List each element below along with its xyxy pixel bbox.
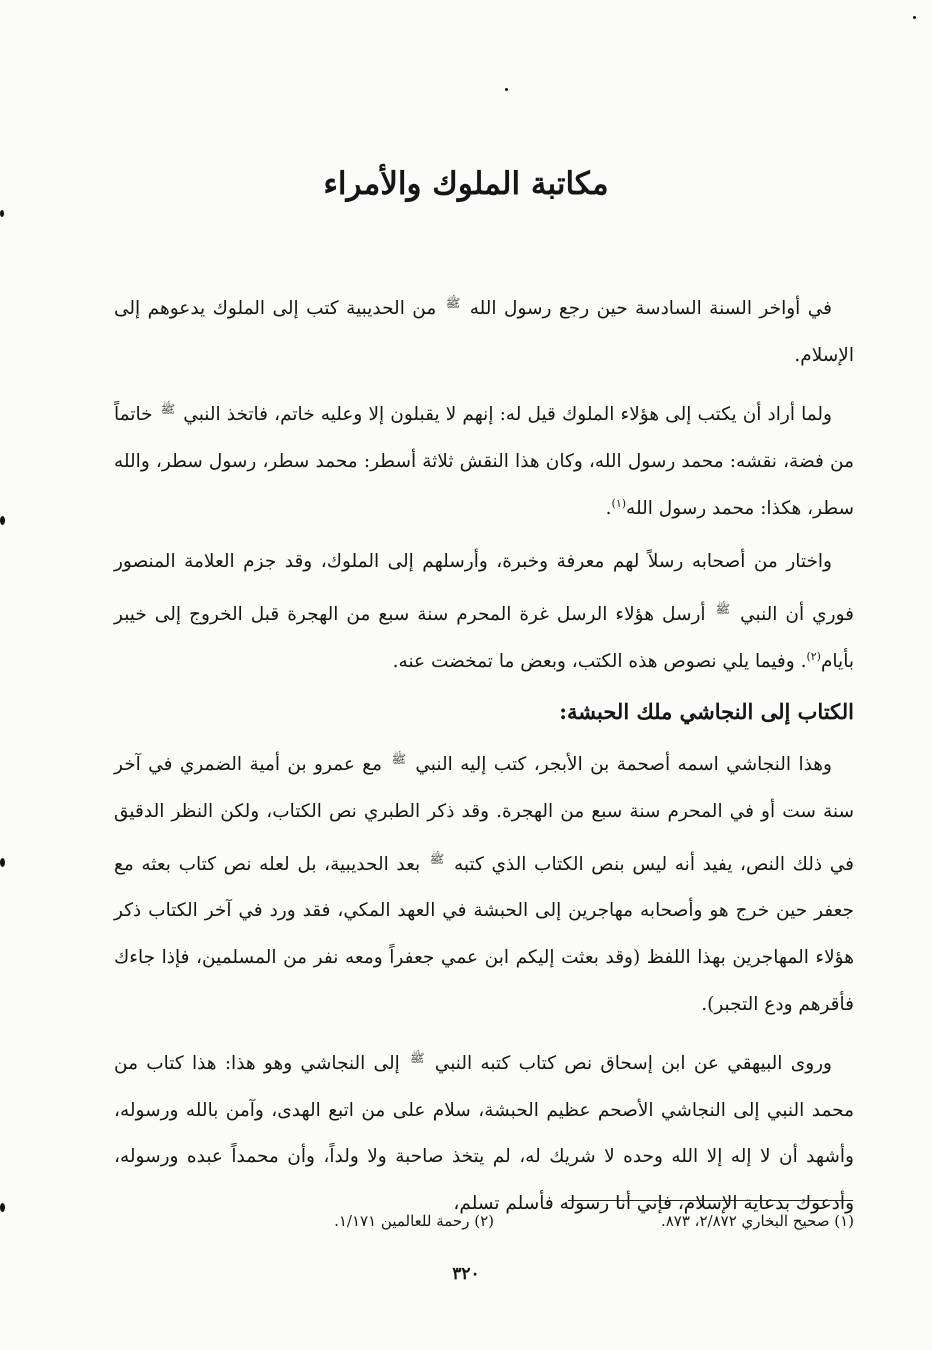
paragraph-1-text-b: من الحديبية كتب إلى الملوك يدعوهم إلى الإسلام. xyxy=(114,298,854,366)
salawat-glyph: ﷺ xyxy=(160,402,176,417)
footnote-2: (٢) رحمة للعالمين ١/١٧١. xyxy=(334,1212,494,1230)
page-number: ٣٢٠ xyxy=(452,1264,480,1284)
paragraph-5 xyxy=(114,1035,854,1228)
salawat-glyph: ﷺ xyxy=(715,601,731,616)
salawat-glyph: ﷺ xyxy=(445,296,461,310)
paragraph-1-text-a: في أواخر السنة السادسة حين رجع رسول الله xyxy=(469,298,832,320)
paragraph-5-text-a: وروى البيهقي عن ابن إسحاق نص كتاب كتبه النبي xyxy=(434,1053,832,1075)
section-heading: الكتاب إلى النجاشي ملك الحبشة: xyxy=(559,699,854,725)
page-title: مكاتبة الملوك والأمراء xyxy=(323,166,609,202)
paragraph-4-text-c: بعد الحديبية، بل لعله نص كتاب بعثه مع جعفر حين خرج هو وأصحابه مهاجرين إلى الحبشة في العهد المكي، فقد ورد في آخر الكتاب ذكر هؤلاء المهاجرين بهذا اللفظ (وقد بعثت إليكم ابن عمي جعفراً ومعه نفر من المسلمين، فإذا جاءك فأقرهم ودع التجبر). xyxy=(114,853,854,1015)
scan-speck xyxy=(505,88,508,91)
scan-speck xyxy=(0,210,4,217)
salawat-glyph: ﷺ xyxy=(410,1051,425,1066)
scan-speck xyxy=(0,858,5,867)
scan-speck xyxy=(913,16,916,19)
paragraph-4-text-b: مع عمرو بن أمية الضمري في آخر سنة ست أو في المحرم سنة سبع من الهجرة. وقد ذكر الطبري نص الكتاب، ولكن النظر الدقيق في ذلك النص، يفيد أنه ليس بنص الكتاب الذي كتبه xyxy=(114,754,854,875)
paragraph-3-text-a: واختار من أصحابه رسلاً لهم معرفة وخبرة، وأرسلهم إلى الملوك، وقد جزم العلامة المنصور فوري أن النبي xyxy=(114,551,854,626)
footnote-ref-1: (١) xyxy=(611,496,627,510)
scan-speck xyxy=(0,516,5,525)
paragraph-2-text-b: خاتماً من فضة، نقشه: محمد رسول الله، وكان هذا النقش ثلاثة أسطر: محمد سطر، رسول سطر، والله سطر، هكذا: محمد رسول الله xyxy=(114,404,854,519)
paragraph-2 xyxy=(114,386,854,532)
paragraph-5-text-b: إلى النجاشي وهو هذا: هذا كتاب من محمد النبي إلى النجاشي الأصحم عظيم الحبشة، سلام على من اتبع الهدى، وآمن بالله ورسوله، وأشهد أن لا إله إلا الله وحده لا شريك له، لم يتخذ صاحبة ولا ولداً، وأن محمداً عبده ورسوله، وأدعوك بدعاية الإسلام، فإني أنا رسوله فأسلم تسلم، xyxy=(114,1053,854,1215)
paragraph-1 xyxy=(114,280,854,379)
salawat-glyph: ﷺ xyxy=(391,752,406,767)
scan-speck xyxy=(0,1203,5,1212)
main-text xyxy=(114,280,854,1235)
footnote-1: (١) صحيح البخاري ٢/٨٧٢، ٨٧٣. xyxy=(660,1212,854,1230)
paragraph-3-text-c: . وفيما يلي نصوص هذه الكتب، وبعض ما تمخضت عنه. xyxy=(392,650,807,672)
paragraph-2-text-c: . xyxy=(605,497,612,519)
paragraph-4-text-a: وهذا النجاشي اسمه أصحمة بن الأبجر، كتب إليه النبي xyxy=(415,754,832,776)
paragraph-3-text-b: أرسل هؤلاء الرسل غرة المحرم سنة سبع من الهجرة قبل الخروج إلى خيبر بأيام xyxy=(114,604,854,672)
paragraph-2-text-a: ولما أراد أن يكتب إلى هؤلاء الملوك قيل له: إنهم لا يقبلون إلا وعليه خاتم، فاتخذ النبي xyxy=(183,404,832,426)
footnote-divider xyxy=(568,1200,853,1201)
salawat-glyph: ﷺ xyxy=(429,851,445,866)
paragraph-4 xyxy=(114,736,854,1028)
footnote-ref-2: (٢) xyxy=(806,649,821,663)
paragraph-3 xyxy=(114,539,854,685)
